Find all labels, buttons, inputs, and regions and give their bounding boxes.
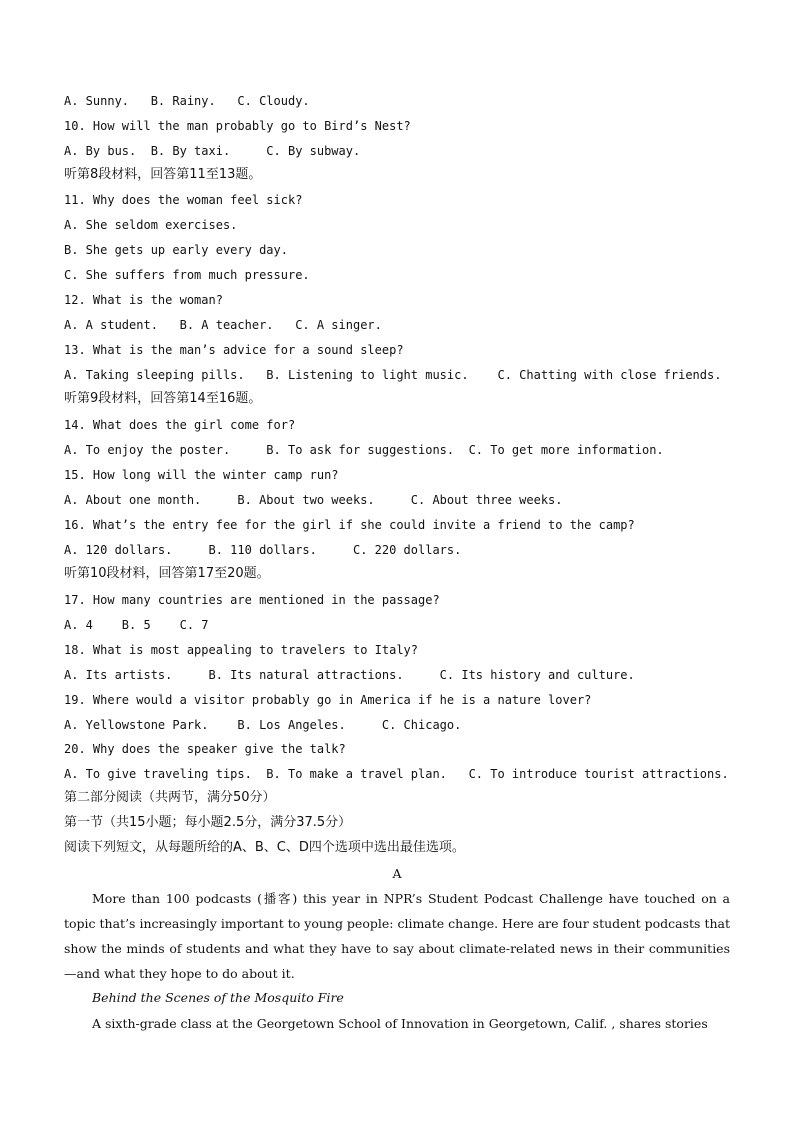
q19-question: 19. Where would a visitor probably go in America if he is a nature lover? (64, 693, 592, 707)
q16-question: 16. What’s the entry fee for the girl if she could invite a friend to the camp? (64, 518, 635, 532)
q10-options: A. By bus. B. By taxi. C. By subway. (64, 144, 361, 158)
q11-question: 11. Why does the woman feel sick? (64, 193, 303, 207)
q13-options: A. Taking sleeping pills. B. Listening to light music. C. Chatting with close friends. (64, 368, 722, 382)
passage-subheading: Behind the Scenes of the Mosquito Fire (92, 990, 344, 1005)
q9-options: A. Sunny. B. Rainy. C. Cloudy. (64, 94, 310, 108)
q14-options: A. To enjoy the poster. B. To ask for suggestions. C. To get more information. (64, 443, 664, 457)
q11-option-a: A. She seldom exercises. (64, 218, 238, 232)
passage-paragraph-1: More than 100 podcasts (播客) this year in NPR’s Student Podcast Challenge have touched on a topic that’s increasingly important to young people: climate change. Here are four student podcasts that show the minds of students and what they have to say about climate-related news in their communities—and what they hope to do about it. (64, 891, 730, 981)
part-two-heading: 第二部分阅读（共两节，满分50分） (64, 790, 276, 805)
section-9-instruction: 听第9段材料，回答第14至16题。 (64, 391, 262, 406)
section-10-instruction: 听第10段材料，回答第17至20题。 (64, 566, 270, 581)
q15-question: 15. How long will the winter camp run? (64, 468, 339, 482)
q20-question: 20. Why does the speaker give the talk? (64, 742, 346, 756)
q14-question: 14. What does the girl come for? (64, 418, 296, 432)
reading-instruction: 阅读下列短文，从每题所给的A、B、C、D四个选项中选出最佳选项。 (64, 840, 465, 855)
q10-question: 10. How will the man probably go to Bird’s Nest? (64, 119, 411, 133)
q11-option-b: B. She gets up early every day. (64, 243, 288, 257)
q17-question: 17. How many countries are mentioned in the passage? (64, 593, 440, 607)
passage-paragraph-2: A sixth-grade class at the Georgetown School of Innovation in Georgetown, Calif. , shares stories (92, 1016, 708, 1031)
q20-options: A. To give traveling tips. B. To make a travel plan. C. To introduce tourist attractions. (64, 767, 729, 781)
section-one-heading: 第一节（共15小题；每小题2.5分，满分37.5分） (64, 815, 352, 830)
q12-question: 12. What is the woman? (64, 293, 223, 307)
q17-options: A. 4 B. 5 C. 7 (64, 618, 209, 632)
q16-options: A. 120 dollars. B. 110 dollars. C. 220 dollars. (64, 543, 462, 557)
q18-question: 18. What is most appealing to travelers to Italy? (64, 643, 419, 657)
q11-option-c: C. She suffers from much pressure. (64, 268, 310, 282)
q15-options: A. About one month. B. About two weeks. C. About three weeks. (64, 493, 563, 507)
q12-options: A. A student. B. A teacher. C. A singer. (64, 318, 382, 332)
passage-letter: A (392, 866, 402, 881)
q18-options: A. Its artists. B. Its natural attractions. C. Its history and culture. (64, 668, 635, 682)
q13-question: 13. What is the man’s advice for a sound sleep? (64, 343, 404, 357)
q19-options: A. Yellowstone Park. B. Los Angeles. C. Chicago. (64, 718, 462, 732)
section-8-instruction: 听第8段材料，回答第11至13题。 (64, 167, 262, 182)
